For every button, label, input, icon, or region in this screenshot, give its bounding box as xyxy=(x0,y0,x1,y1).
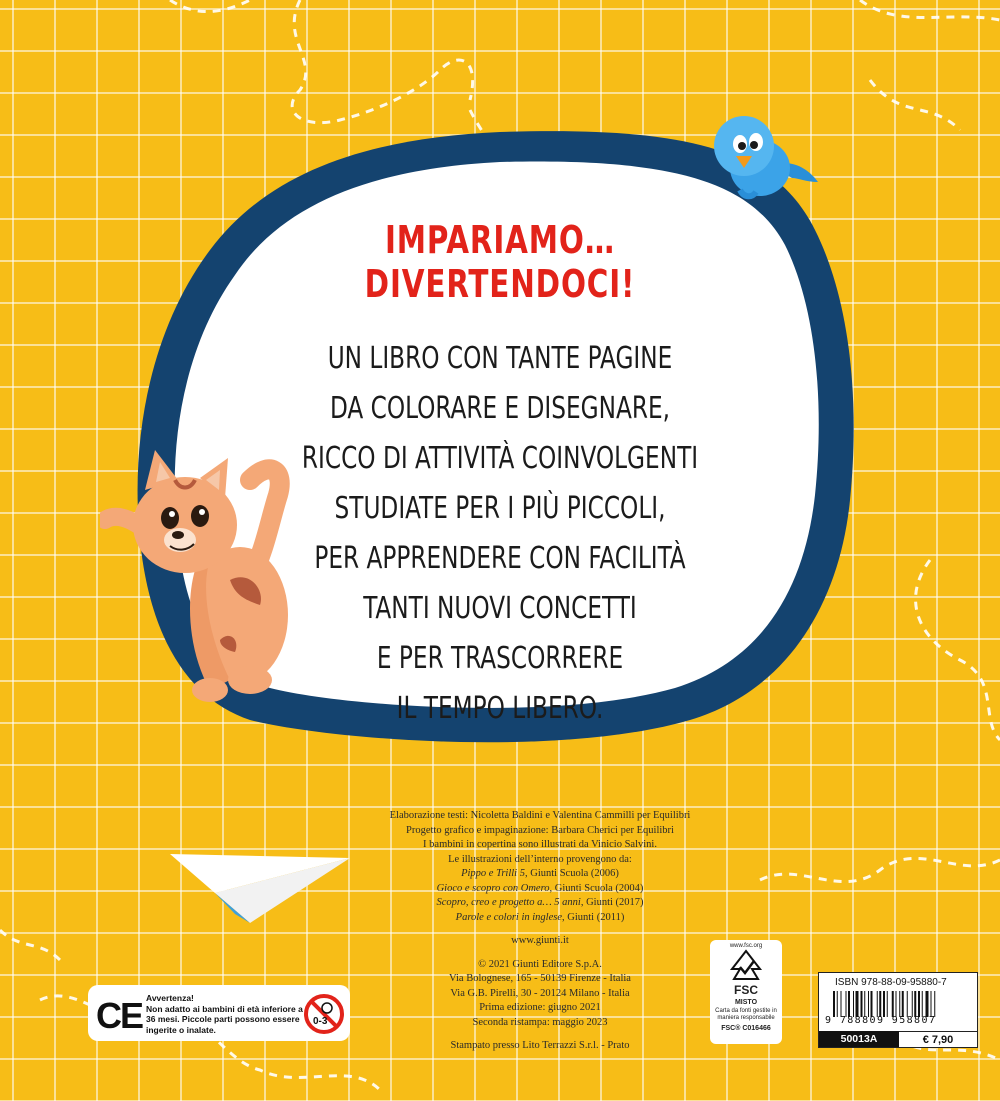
fsc-type: MISTO xyxy=(734,999,758,1006)
credit-source: Scopro, creo e progetto a… 5 anni, Giunti (2017) xyxy=(436,897,644,908)
credit-cover: I bambini in copertina sono illustrati da Vinicio Salvini. xyxy=(423,839,657,850)
fsc-logo-box xyxy=(710,940,782,1044)
warning-title: Avvertenza! xyxy=(146,993,194,1003)
credit-illustrations-intro: Le illustrazioni dell’interno provengono da: xyxy=(448,853,632,865)
headline: IMPARIAMO… DIVERTENDOCI! xyxy=(364,218,636,306)
svg-text:0-3: 0-3 xyxy=(313,1016,328,1027)
fsc-url: www.fsc.org xyxy=(729,943,763,949)
barcode-icon xyxy=(831,991,965,1017)
copyright: © 2021 Giunti Editore S.p.A. xyxy=(478,958,602,970)
description-line: TANTI NUOVI CONCETTI xyxy=(363,591,637,626)
tree-checkmark-icon xyxy=(726,949,766,983)
warning-body: Non adatto ai bambini di età inferiore a 36 mesi. Piccole parti possono essere ingerite o inalate. xyxy=(146,1003,303,1035)
credit-source: Parole e colori in inglese, Giunti (2011) xyxy=(455,911,625,923)
product-code: 50013A xyxy=(819,1031,899,1047)
bubble-text xyxy=(240,218,760,734)
description-line: PER APPRENDERE CON FACILITÀ xyxy=(314,541,686,576)
reprint: Seconda ristampa: maggio 2023 xyxy=(472,1016,608,1028)
fsc-logo-text: FSC xyxy=(734,983,758,997)
warning-text xyxy=(146,993,306,1035)
fsc-description: Carta da fonti gestite in maniera responsabile xyxy=(715,1008,777,1021)
description-line: E PER TRASCORRERE xyxy=(376,641,624,676)
address-florence: Via Bolognese, 165 - 50139 Firenze - Italia xyxy=(449,973,631,984)
price: € 7,90 xyxy=(899,1031,977,1047)
safety-warning xyxy=(88,985,350,1041)
printer: Stampato presso Lito Terrazzi S.r.l. - Prato xyxy=(450,1040,630,1051)
credit-design: Progetto grafico e impaginazione: Barbara Cherici per Equilibri xyxy=(406,824,674,836)
description-line: IL TEMPO LIBERO. xyxy=(396,691,604,726)
credit-texts: Elaborazione testi: Nicoletta Baldini e Valentina Cammilli per Equilibri xyxy=(389,810,691,821)
description-line: DA COLORARE E DISEGNARE, xyxy=(329,391,671,426)
age-warning-icon xyxy=(303,993,345,1040)
ce-mark: CE xyxy=(96,995,143,1036)
description xyxy=(240,334,760,734)
barcode-box xyxy=(818,972,978,1048)
first-edition: Prima edizione: giugno 2021 xyxy=(479,1002,601,1013)
isbn: ISBN 978-88-09-95880-7 xyxy=(835,977,947,988)
description-line: RICCO DI ATTIVITÀ COINVOLGENTI xyxy=(301,441,699,476)
description-line: UN LIBRO CON TANTE PAGINE xyxy=(327,341,673,376)
website: www.giunti.it xyxy=(511,935,569,946)
fsc-code: FSC® C016466 xyxy=(721,1025,771,1032)
credit-source: Gioco e scopro con Omero, Giunti Scuola (2004) xyxy=(436,882,644,894)
barcode-digits: 9 788809 958807 xyxy=(825,1015,937,1026)
credit-source: Pippo e Trilli 5, Giunti Scuola (2006) xyxy=(461,868,619,879)
description-line: STUDIATE PER I PIÙ PICCOLI, xyxy=(334,491,666,526)
credits xyxy=(320,809,760,1054)
blue-bird-icon xyxy=(700,108,830,208)
address-milan: Via G.B. Pirelli, 30 - 20124 Milano - Italia xyxy=(450,987,630,999)
